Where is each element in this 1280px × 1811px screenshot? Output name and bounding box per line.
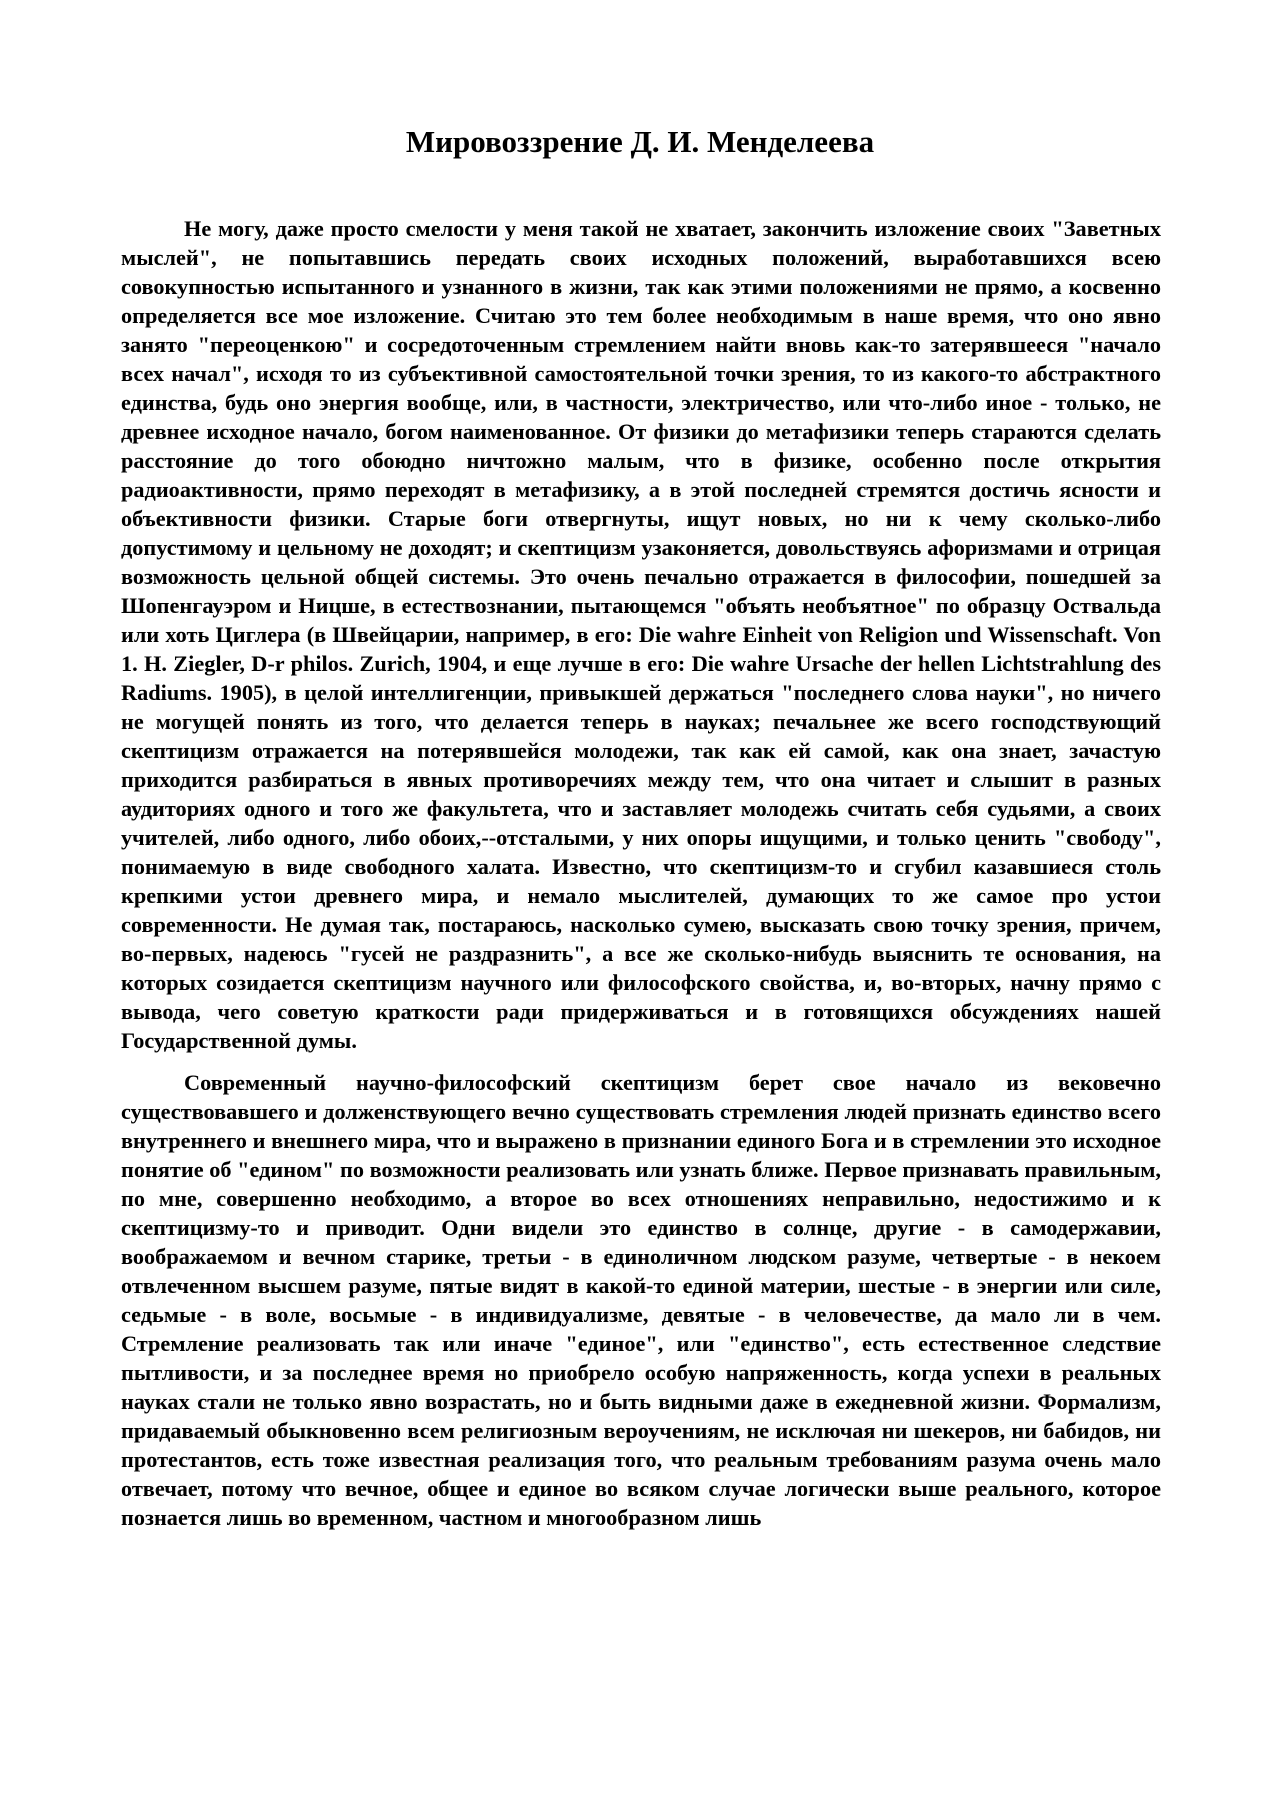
document-body [121,214,1161,1532]
page-title: Мировоззрение Д. И. Менделеева [405,124,875,159]
paragraph-1: Не могу, даже просто смелости у меня такой не хватает, закончить изложение своих "Заветных мыслей", не попытавшись передать своих исходных положений, выработавшихся всею совокупностью испытанного и узнанного в жизни, так как этими положениями не прямо, а косвенно определяется все мое изложение. Считаю это тем более необходимым в наше время, что оно явно занято "переоценкою" и сосредоточенным стремлением найти вновь как-то затерявшееся "начало всех начал", исходя то из субъективной самостоятельной точки зрения, то из какого-то абстрактного единства, будь оно энергия вообще, или, в частности, электричество, или что-либо иное - только, не древнее исходное начало, богом наименованное. От физики до метафизики теперь стараются сделать расстояние до того обоюдно ничтожно малым, что в физике, особенно после открытия радиоактивности, прямо переходят в метафизику, а в этой последней стремятся достичь ясности и объективности физики. Старые боги отвергнуты, ищут новых, но ни к чему сколько-либо допустимому и цельному не доходят; и скептицизм узаконяется, довольствуясь афоризмами и отрицая возможность цельной общей системы. Это очень печально отражается в философии, пошедшей за Шопенгауэром и Ницше, в естествознании, пытающемся "объять необъятное" по образцу Оствальда или хоть Циглера (в Швейцарии, например, в его: Die wahre Einheit von Religion und Wissenschaft. Von 1. H. Ziegler, D-r philos. Zurich, 1904, и еще лучше в его: Die wahre Ursache der hellen Lichtstrahlung des Radiums. 1905), в целой интеллигенции, привыкшей держаться "последнего слова науки", но ничего не могущей понять из того, что делается теперь в науках; печальнее же всего господствующий скептицизм отражается на потерявшейся молодежи, так как ей самой, как она знает, зачастую приходится разбираться в явных противоречиях между тем, что она читает и слышит в разных аудиториях одного и того же факультета, что и заставляет молодежь считать себя судьями, а своих учителей, либо одного, либо обоих,--отсталыми, у них опоры ищущими, и только ценить "свободу", понимаемую в виде свободного халата. Известно, что скептицизм-то и сгубил казавшиеся столь крепкими устои древнего мира, и немало мыслителей, думающих то же самое про устои современности. Не думая так, постараюсь, насколько сумею, высказать свою точку зрения, причем, во-первых, надеюсь "гусей не раздразнить", а все же сколько-нибудь выяснить те основания, на которых созидается скептицизм научного или философского свойства, и, во-вторых, начну прямо с вывода, чего советую краткости ради придерживаться и в готовящихся обсуждениях нашей Государственной думы. [121,216,1161,1053]
paragraph-2: Современный научно-философский скептицизм берет свое начало из вековечно существовавшего и долженствующего вечно существовать стремления людей признать единство всего внутреннего и внешнего мира, что и выражено в признании единого Бога и в стремлении это исходное понятие об "едином" по возможности реализовать или узнать ближе. Первое признавать правильным, по мне, совершенно необходимо, а второе во всех отношениях неправильно, недостижимо и к скептицизму-то и приводит. Одни видели это единство в солнце, другие - в самодержавии, воображаемом и вечном старике, третьи - в единоличном людском разуме, четвертые - в некоем отвлеченном высшем разуме, пятые видят в какой-то единой материи, шестые - в энергии или силе, седьмые - в воле, восьмые - в индивидуализме, девятые - в человечестве, да мало ли в чем. Стремление реализовать так или иначе "единое", или "единство", есть естественное следствие пытливости, и за последнее время но приобрело особую напряженность, когда успехи в реальных науках стали не только явно возрастать, но и быть видными даже в ежедневной жизни. Формализм, придаваемый обыкновенно всем религиозным вероучениям, не исключая ни шекеров, ни бабидов, ни протестантов, есть тоже известная реализация того, что реальным требованиям разума очень мало отвечает, потому что вечное, общее и единое во всяком случае логически выше реального, которое познается лишь во временном, частном и многообразном лишь [121,1070,1161,1530]
